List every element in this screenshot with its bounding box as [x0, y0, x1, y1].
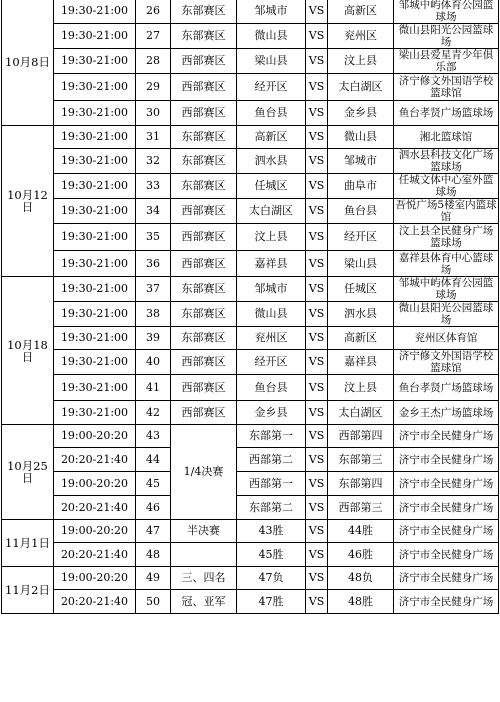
venue: 济宁市全民健身广场 — [394, 472, 499, 496]
versus-label: VS — [306, 0, 328, 24]
match-zone: 西部赛区 — [171, 375, 237, 401]
match-number: 43 — [136, 425, 171, 448]
table-row — [2, 49, 499, 74]
versus-label: VS — [306, 199, 328, 224]
match-time: 19:30-21:00 — [54, 251, 136, 277]
versus-label: VS — [306, 224, 328, 251]
table-row — [2, 520, 499, 543]
venue: 泗水县科技文化广场篮球场 — [394, 149, 499, 174]
away-team: 48胜 — [328, 590, 394, 614]
match-zone: 西部赛区 — [171, 251, 237, 277]
venue: 济宁市全民健身广场 — [394, 425, 499, 448]
match-number: 39 — [136, 327, 171, 350]
match-number: 42 — [136, 401, 171, 425]
versus-label: VS — [306, 496, 328, 520]
home-team: 兖州区 — [237, 327, 306, 350]
match-time: 19:30-21:00 — [54, 0, 136, 24]
home-team: 47胜 — [237, 590, 306, 614]
away-team: 汶上县 — [328, 49, 394, 74]
away-team: 44胜 — [328, 520, 394, 543]
home-team: 邹城市 — [237, 277, 306, 302]
versus-label: VS — [306, 251, 328, 277]
match-number: 27 — [136, 24, 171, 49]
home-team: 西部第二 — [237, 448, 306, 472]
home-team: 45胜 — [237, 543, 306, 567]
away-team: 高新区 — [328, 0, 394, 24]
home-team: 经开区 — [237, 350, 306, 375]
home-team: 西部第一 — [237, 472, 306, 496]
match-zone: 西部赛区 — [171, 224, 237, 251]
match-date: 10月8日 — [2, 0, 54, 126]
versus-label: VS — [306, 174, 328, 199]
match-number: 33 — [136, 174, 171, 199]
away-team: 金乡县 — [328, 101, 394, 126]
match-time: 20:20-21:40 — [54, 590, 136, 614]
match-time: 19:30-21:00 — [54, 350, 136, 375]
away-team: 鱼台县 — [328, 199, 394, 224]
table-row — [2, 543, 499, 567]
venue: 微山县阳光公园篮球场 — [394, 24, 499, 49]
table-row — [2, 199, 499, 224]
home-team: 东部第一 — [237, 425, 306, 448]
match-number: 49 — [136, 567, 171, 590]
match-number: 28 — [136, 49, 171, 74]
versus-label: VS — [306, 24, 328, 49]
away-team: 西部第四 — [328, 425, 394, 448]
match-time: 19:30-21:00 — [54, 74, 136, 101]
match-number: 35 — [136, 224, 171, 251]
away-team: 48负 — [328, 567, 394, 590]
venue: 鱼台孝贤广场篮球场 — [394, 101, 499, 126]
home-team: 任城区 — [237, 174, 306, 199]
home-team: 梁山县 — [237, 49, 306, 74]
away-team: 梁山县 — [328, 251, 394, 277]
match-number: 26 — [136, 0, 171, 24]
away-team: 东部第三 — [328, 448, 394, 472]
home-team: 经开区 — [237, 74, 306, 101]
versus-label: VS — [306, 590, 328, 614]
away-team: 兖州区 — [328, 24, 394, 49]
match-zone: 三、四名 — [171, 567, 237, 590]
match-time: 19:30-21:00 — [54, 199, 136, 224]
table-row — [2, 0, 499, 24]
home-team: 鱼台县 — [237, 101, 306, 126]
versus-label: VS — [306, 520, 328, 543]
away-team: 太白湖区 — [328, 401, 394, 425]
match-time: 19:30-21:00 — [54, 126, 136, 149]
table-row — [2, 277, 499, 302]
home-team: 汶上县 — [237, 224, 306, 251]
venue: 邹城中屿体育公园篮球场 — [394, 0, 499, 24]
match-zone: 东部赛区 — [171, 302, 237, 327]
versus-label: VS — [306, 49, 328, 74]
table-row — [2, 74, 499, 101]
match-time: 19:30-21:00 — [54, 375, 136, 401]
venue: 兖州区体育馆 — [394, 327, 499, 350]
match-time: 19:30-21:00 — [54, 401, 136, 425]
match-zone: 西部赛区 — [171, 101, 237, 126]
match-number: 41 — [136, 375, 171, 401]
venue: 济宁市全民健身广场 — [394, 567, 499, 590]
match-time: 19:30-21:00 — [54, 174, 136, 199]
table-row — [2, 375, 499, 401]
venue: 湘北篮球馆 — [394, 126, 499, 149]
schedule-table — [1, 0, 499, 614]
versus-label: VS — [306, 401, 328, 425]
versus-label: VS — [306, 101, 328, 126]
match-number: 38 — [136, 302, 171, 327]
away-team: 高新区 — [328, 327, 394, 350]
home-team: 43胜 — [237, 520, 306, 543]
home-team: 金乡县 — [237, 401, 306, 425]
venue: 鱼台孝贤广场篮球场 — [394, 375, 499, 401]
table-row — [2, 126, 499, 149]
away-team: 太白湖区 — [328, 74, 394, 101]
match-stage: 1/4决赛 — [171, 425, 237, 520]
table-row — [2, 149, 499, 174]
table-row — [2, 350, 499, 375]
away-team: 汶上县 — [328, 375, 394, 401]
table-row — [2, 448, 499, 472]
match-date: 11月2日 — [2, 567, 54, 614]
home-team: 泗水县 — [237, 149, 306, 174]
venue: 任城文体中心室外篮球场 — [394, 174, 499, 199]
venue: 济宁市全民健身广场 — [394, 520, 499, 543]
match-time: 19:30-21:00 — [54, 302, 136, 327]
venue: 济宁市全民健身广场 — [394, 448, 499, 472]
venue: 济宁市全民健身广场 — [394, 496, 499, 520]
match-date: 11月1日 — [2, 520, 54, 567]
match-zone: 东部赛区 — [171, 174, 237, 199]
table-row — [2, 101, 499, 126]
table-row — [2, 251, 499, 277]
match-zone: 东部赛区 — [171, 24, 237, 49]
home-team: 微山县 — [237, 24, 306, 49]
table-row — [2, 496, 499, 520]
venue: 金乡王杰广场篮球场 — [394, 401, 499, 425]
versus-label: VS — [306, 126, 328, 149]
match-zone: 西部赛区 — [171, 199, 237, 224]
away-team: 泗水县 — [328, 302, 394, 327]
match-number: 45 — [136, 472, 171, 496]
match-time: 19:00-20:20 — [54, 567, 136, 590]
versus-label: VS — [306, 543, 328, 567]
venue: 吾悦广场5楼室内篮球馆 — [395, 199, 497, 223]
match-number: 36 — [136, 251, 171, 277]
match-zone: 东部赛区 — [171, 327, 237, 350]
versus-label: VS — [306, 350, 328, 375]
match-zone: 半决赛 — [171, 520, 237, 543]
match-zone: 西部赛区 — [171, 401, 237, 425]
match-number: 29 — [136, 74, 171, 101]
match-time: 19:30-21:00 — [54, 24, 136, 49]
versus-label: VS — [306, 277, 328, 302]
away-team: 西部第三 — [328, 496, 394, 520]
away-team: 46胜 — [328, 543, 394, 567]
match-number: 47 — [136, 520, 171, 543]
match-time: 19:30-21:00 — [54, 277, 136, 302]
table-row — [2, 174, 499, 199]
match-number: 37 — [136, 277, 171, 302]
match-number: 50 — [136, 590, 171, 614]
table-row — [2, 425, 499, 448]
home-team: 邹城市 — [237, 0, 306, 24]
versus-label: VS — [306, 74, 328, 101]
match-time: 19:30-21:00 — [54, 327, 136, 350]
match-zone: 东部赛区 — [171, 126, 237, 149]
home-team: 东部第二 — [237, 496, 306, 520]
away-team: 东部第四 — [328, 472, 394, 496]
versus-label: VS — [306, 448, 328, 472]
match-time: 19:30-21:00 — [54, 224, 136, 251]
table-row — [2, 302, 499, 327]
versus-label: VS — [306, 375, 328, 401]
table-row — [2, 327, 499, 350]
venue: 济宁修文外国语学校篮球馆 — [394, 74, 499, 101]
match-time: 20:20-21:40 — [54, 543, 136, 567]
away-team: 曲阜市 — [328, 174, 394, 199]
table-row — [2, 224, 499, 251]
table-row — [2, 590, 499, 614]
match-number: 40 — [136, 350, 171, 375]
venue: 邹城中屿体育公园篮球场 — [394, 277, 499, 302]
match-date: 10月18日 — [2, 277, 54, 425]
match-zone: 东部赛区 — [171, 149, 237, 174]
match-zone — [171, 543, 237, 567]
match-number: 44 — [136, 448, 171, 472]
match-number: 31 — [136, 126, 171, 149]
versus-label: VS — [306, 567, 328, 590]
match-zone: 西部赛区 — [171, 350, 237, 375]
venue: 嘉祥县体育中心篮球场 — [394, 251, 499, 277]
venue: 济宁修文外国语学校篮球馆 — [394, 350, 499, 375]
venue: 微山县阳光公园篮球场 — [394, 302, 499, 327]
table-row — [2, 567, 499, 590]
away-team: 经开区 — [328, 224, 394, 251]
away-team: 任城区 — [328, 277, 394, 302]
home-team: 嘉祥县 — [237, 251, 306, 277]
match-zone: 东部赛区 — [171, 0, 237, 24]
match-number: 48 — [136, 543, 171, 567]
match-time: 19:30-21:00 — [54, 49, 136, 74]
versus-label: VS — [306, 302, 328, 327]
match-time: 19:30-21:00 — [54, 101, 136, 126]
match-time: 19:00-20:20 — [54, 520, 136, 543]
match-number: 32 — [136, 149, 171, 174]
versus-label: VS — [306, 425, 328, 448]
match-number: 46 — [136, 496, 171, 520]
table-row — [2, 401, 499, 425]
home-team: 高新区 — [237, 126, 306, 149]
match-time: 19:00-20:20 — [54, 425, 136, 448]
venue: 梁山县爱星青少年俱乐部 — [394, 49, 499, 74]
match-number: 34 — [136, 199, 171, 224]
versus-label: VS — [306, 327, 328, 350]
match-date: 10月25日 — [2, 425, 54, 520]
match-time: 20:20-21:40 — [54, 448, 136, 472]
match-zone: 东部赛区 — [171, 277, 237, 302]
home-team: 太白湖区 — [237, 199, 306, 224]
away-team: 邹城市 — [328, 149, 394, 174]
venue: 济宁市全民健身广场 — [394, 543, 499, 567]
table-row — [2, 472, 499, 496]
match-date: 10月12日 — [2, 126, 54, 277]
home-team: 47负 — [237, 567, 306, 590]
match-number: 30 — [136, 101, 171, 126]
match-zone: 西部赛区 — [171, 74, 237, 101]
venue: 济宁市全民健身广场 — [394, 590, 499, 614]
versus-label: VS — [306, 149, 328, 174]
away-team: 微山县 — [328, 126, 394, 149]
home-team: 微山县 — [237, 302, 306, 327]
match-zone: 冠、亚军 — [171, 590, 237, 614]
match-time: 19:30-21:00 — [54, 149, 136, 174]
match-time: 20:20-21:40 — [54, 496, 136, 520]
home-team: 鱼台县 — [237, 375, 306, 401]
venue: 汶上县全民健身广场篮球场 — [394, 224, 499, 251]
match-zone: 西部赛区 — [171, 49, 237, 74]
versus-label: VS — [306, 472, 328, 496]
away-team: 嘉祥县 — [328, 350, 394, 375]
table-row — [2, 24, 499, 49]
match-time: 19:00-20:20 — [54, 472, 136, 496]
